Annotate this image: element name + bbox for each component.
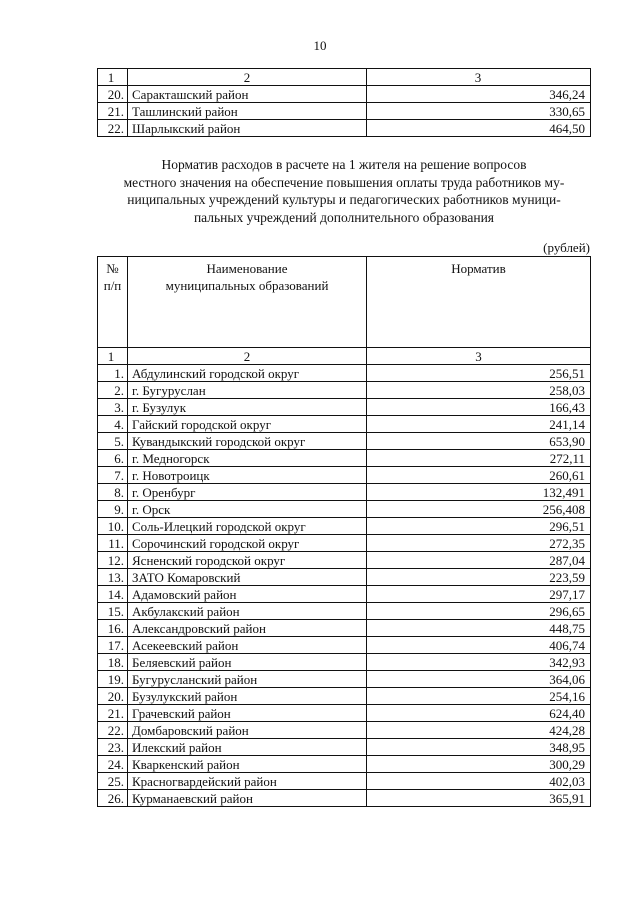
- row-number: 5.: [98, 433, 128, 450]
- row-value: 448,75: [367, 620, 591, 637]
- row-value: 287,04: [367, 552, 591, 569]
- row-number: 7.: [98, 467, 128, 484]
- row-value: 272,35: [367, 535, 591, 552]
- row-number: 14.: [98, 586, 128, 603]
- header-name-line: Наименование: [206, 261, 288, 276]
- unit-label: (рублей): [543, 240, 590, 255]
- table-row: [98, 467, 591, 484]
- row-municipality: Красногвардейский район: [128, 773, 367, 790]
- row-value: 256,408: [367, 501, 591, 518]
- row-municipality: Гайский городской округ: [128, 416, 367, 433]
- row-value: 300,29: [367, 756, 591, 773]
- row-value: 346,24: [367, 86, 591, 103]
- row-municipality: Домбаровский район: [128, 722, 367, 739]
- header-num-line: п/п: [103, 277, 122, 293]
- table-row: [98, 722, 591, 739]
- row-value: 297,17: [367, 586, 591, 603]
- table-row: [98, 790, 591, 807]
- row-municipality: Илекский район: [128, 739, 367, 756]
- section-title-line: местного значения на обеспечение повышения оплаты труда работников му-: [123, 174, 565, 190]
- row-number: 16.: [98, 620, 128, 637]
- table-row: [98, 433, 591, 450]
- row-value: 132,491: [367, 484, 591, 501]
- row-number: 20.: [98, 86, 128, 103]
- column-index-2: 2: [128, 69, 367, 86]
- column-index-3: 3: [367, 69, 591, 86]
- row-number: 15.: [98, 603, 128, 620]
- table-header-row: [98, 69, 591, 86]
- row-municipality: г. Орск: [128, 501, 367, 518]
- row-number: 26.: [98, 790, 128, 807]
- row-value: 402,03: [367, 773, 591, 790]
- row-number: 13.: [98, 569, 128, 586]
- row-municipality: Беляевский район: [128, 654, 367, 671]
- table-index-row: [98, 348, 591, 365]
- table-row: [98, 671, 591, 688]
- section-title-line: ниципальных учреждений культуры и педагогических работников муници-: [127, 192, 561, 207]
- row-number: 10.: [98, 518, 128, 535]
- row-value: 330,65: [367, 103, 591, 120]
- header-name: [128, 257, 367, 348]
- row-value: 348,95: [367, 739, 591, 756]
- table-row: [98, 450, 591, 467]
- table-row: [98, 501, 591, 518]
- row-number: 21.: [98, 705, 128, 722]
- row-number: 4.: [98, 416, 128, 433]
- table-row: [98, 484, 591, 501]
- row-municipality: Акбулакский район: [128, 603, 367, 620]
- column-index-1: 1: [98, 69, 128, 86]
- row-value: 464,50: [367, 120, 591, 137]
- section-title-line: пальных учреждений дополнительного образования: [193, 209, 495, 225]
- table-row: [98, 603, 591, 620]
- page-number: 10: [313, 38, 327, 53]
- row-value: 653,90: [367, 433, 591, 450]
- header-value: Норматив: [367, 257, 591, 348]
- row-municipality: Асекеевский район: [128, 637, 367, 654]
- norms-table: [97, 256, 591, 807]
- row-number: 6.: [98, 450, 128, 467]
- row-municipality: Грачевский район: [128, 705, 367, 722]
- row-municipality: Соль-Илецкий городской округ: [128, 518, 367, 535]
- row-municipality: Кваркенский район: [128, 756, 367, 773]
- table-row: [98, 552, 591, 569]
- table-row: [98, 86, 591, 103]
- table-row: [98, 637, 591, 654]
- row-number: 19.: [98, 671, 128, 688]
- row-value: 241,14: [367, 416, 591, 433]
- row-number: 17.: [98, 637, 128, 654]
- row-number: 11.: [98, 535, 128, 552]
- section-title: [97, 156, 591, 226]
- row-value: 406,74: [367, 637, 591, 654]
- table-row: [98, 705, 591, 722]
- row-number: 20.: [98, 688, 128, 705]
- row-value: 296,51: [367, 518, 591, 535]
- row-number: 9.: [98, 501, 128, 518]
- row-value: 342,93: [367, 654, 591, 671]
- row-municipality: г. Оренбург: [128, 484, 367, 501]
- table-row: [98, 688, 591, 705]
- column-index-2: 2: [128, 348, 367, 365]
- row-number: 2.: [98, 382, 128, 399]
- row-value: 260,61: [367, 467, 591, 484]
- row-municipality: Бугурусланский район: [128, 671, 367, 688]
- row-municipality: Абдулинский городской округ: [128, 365, 367, 382]
- row-value: 272,11: [367, 450, 591, 467]
- header-name-line: муниципальных образований: [165, 277, 329, 293]
- row-number: 23.: [98, 739, 128, 756]
- row-municipality: ЗАТО Комаровский: [128, 569, 367, 586]
- table-row: [98, 569, 591, 586]
- row-municipality: Курманаевский район: [128, 790, 367, 807]
- row-value: 365,91: [367, 790, 591, 807]
- continuation-table: [97, 68, 591, 137]
- table-row: [98, 103, 591, 120]
- table-row: [98, 773, 591, 790]
- row-value: 296,65: [367, 603, 591, 620]
- row-municipality: Кувандыкский городской округ: [128, 433, 367, 450]
- row-municipality: г. Бугуруслан: [128, 382, 367, 399]
- row-number: 22.: [98, 722, 128, 739]
- row-municipality: Бузулукский район: [128, 688, 367, 705]
- row-value: 424,28: [367, 722, 591, 739]
- row-number: 21.: [98, 103, 128, 120]
- table-row: [98, 620, 591, 637]
- row-value: 258,03: [367, 382, 591, 399]
- table-row: [98, 416, 591, 433]
- table-row: [98, 739, 591, 756]
- row-municipality: Ташлинский район: [128, 103, 367, 120]
- row-number: 3.: [98, 399, 128, 416]
- row-value: 624,40: [367, 705, 591, 722]
- row-number: 25.: [98, 773, 128, 790]
- section-title-line: Норматив расходов в расчете на 1 жителя на решение вопросов: [161, 157, 527, 172]
- table-row: [98, 654, 591, 671]
- table-row: [98, 382, 591, 399]
- row-number: 22.: [98, 120, 128, 137]
- row-value: 223,59: [367, 569, 591, 586]
- row-value: 256,51: [367, 365, 591, 382]
- row-municipality: Адамовский район: [128, 586, 367, 603]
- row-municipality: Ясненский городской округ: [128, 552, 367, 569]
- column-index-3: 3: [367, 348, 591, 365]
- row-number: 24.: [98, 756, 128, 773]
- row-number: 8.: [98, 484, 128, 501]
- row-number: 12.: [98, 552, 128, 569]
- column-index-1: 1: [98, 348, 128, 365]
- row-value: 364,06: [367, 671, 591, 688]
- row-value: 166,43: [367, 399, 591, 416]
- row-municipality: Александровский район: [128, 620, 367, 637]
- table-row: [98, 756, 591, 773]
- header-num: [98, 257, 128, 348]
- table-row: [98, 399, 591, 416]
- row-number: 1.: [98, 365, 128, 382]
- header-num-line: №: [106, 261, 119, 276]
- row-municipality: г. Новотроицк: [128, 467, 367, 484]
- table-row: [98, 518, 591, 535]
- row-number: 18.: [98, 654, 128, 671]
- row-municipality: Шарлыкский район: [128, 120, 367, 137]
- row-municipality: Сорочинский городской округ: [128, 535, 367, 552]
- table-row: [98, 120, 591, 137]
- row-municipality: г. Бузулук: [128, 399, 367, 416]
- table-row: [98, 535, 591, 552]
- row-municipality: Саракташский район: [128, 86, 367, 103]
- row-municipality: г. Медногорск: [128, 450, 367, 467]
- table-row: [98, 586, 591, 603]
- table-header-row: [98, 257, 591, 348]
- table-row: [98, 365, 591, 382]
- row-value: 254,16: [367, 688, 591, 705]
